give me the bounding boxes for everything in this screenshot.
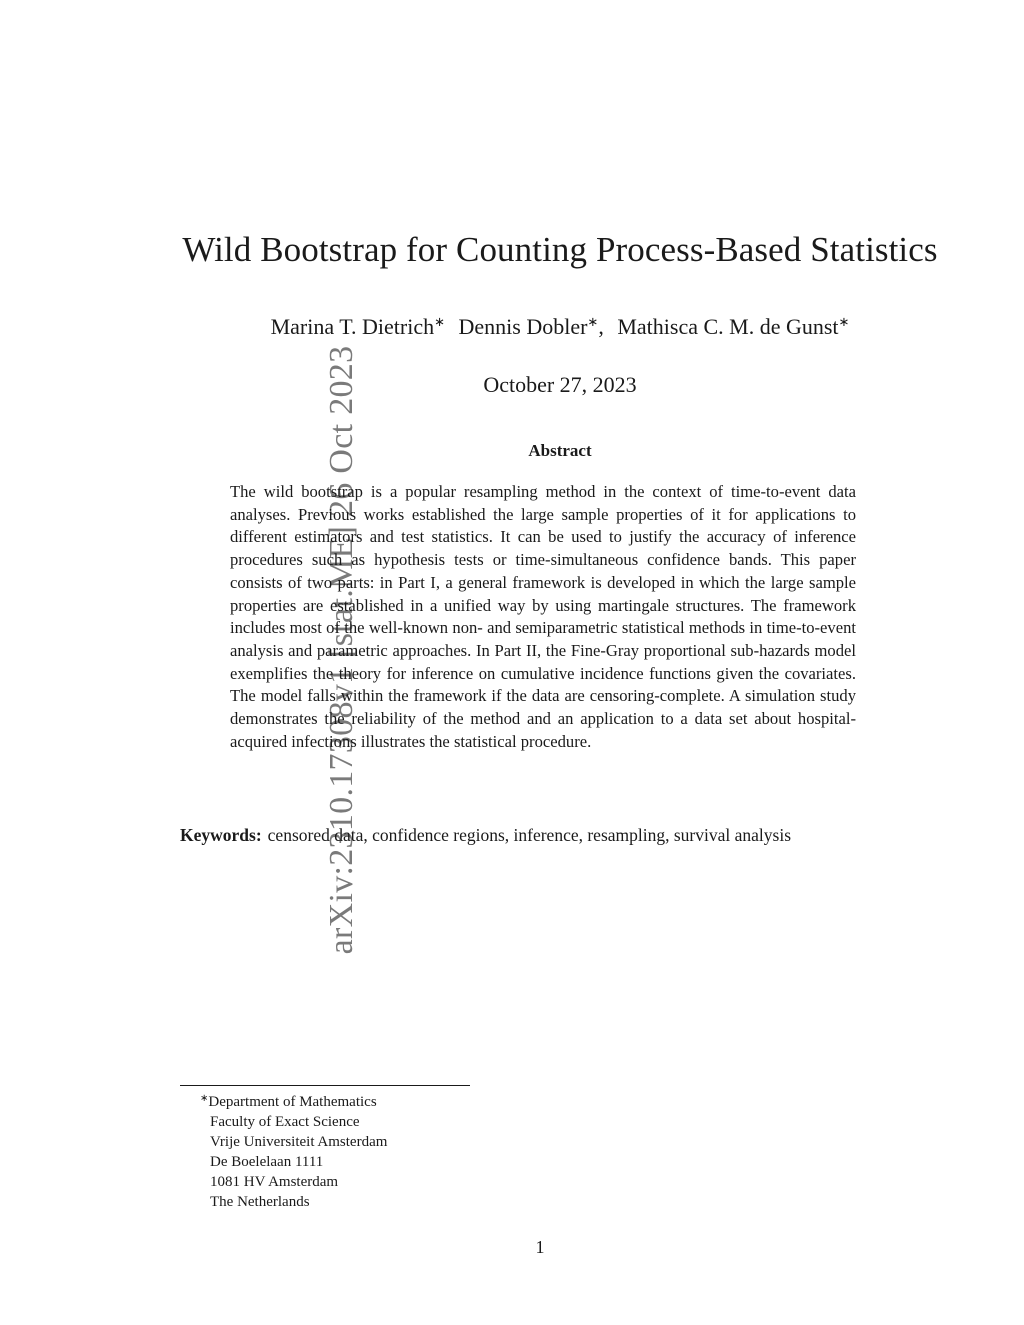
author-3 <box>617 314 849 339</box>
keywords-text: censored data, confidence regions, inference, resampling, survival analysis <box>267 825 791 845</box>
author-2 <box>459 314 604 339</box>
affiliation-mark: ∗ <box>838 314 850 329</box>
footnote-text: Department of Mathematics <box>208 1094 377 1110</box>
footnote-line <box>200 1089 387 1112</box>
footnote-line: Vrije Universiteit Amsterdam <box>210 1134 388 1150</box>
affiliation-mark: ∗ <box>434 314 445 329</box>
footnote-line: 1081 HV Amsterdam <box>210 1174 339 1190</box>
arxiv-identifier-stamp: arXiv:2310.17308v1 [stat.ME] 26 Oct 2023 <box>323 345 360 955</box>
footnote-line: The Netherlands <box>210 1194 310 1210</box>
keywords <box>180 825 940 846</box>
author-name: Dennis Dobler <box>458 314 588 339</box>
affiliation-footnote <box>200 1089 387 1212</box>
footnote-line: De Boelelaan 1111 <box>210 1154 324 1170</box>
footnote-mark: ∗ <box>200 1093 209 1104</box>
publication-date: October 27, 2023 <box>483 372 637 397</box>
footnote-line: Faculty of Exact Science <box>210 1114 360 1130</box>
author-1 <box>271 314 445 339</box>
affiliation-mark: ∗ <box>587 314 599 329</box>
abstract-heading: Abstract <box>528 441 592 460</box>
paper-title: Wild Bootstrap for Counting Process-Based Statistics <box>182 230 938 269</box>
author-name: Mathisca C. M. de Gunst <box>617 314 839 339</box>
keywords-label: Keywords: <box>180 825 262 845</box>
footnote-divider <box>180 1085 470 1086</box>
page-number: 1 <box>535 1237 545 1257</box>
author-name: Marina T. Dietrich <box>270 314 435 339</box>
author-separator: , <box>598 314 604 339</box>
author-list <box>160 314 960 340</box>
abstract-body: The wild bootstrap is a popular resampling method in the context of time-to-event data analyses. Previous works established the large sample properties of it for applications to different estimators and test statistics. It can be used to justify the accuracy of inference procedures such as hypothesis tests or time-simultaneous confidence bands. This paper consists of two parts: in Part I, a general framework is developed in which the large sample properties are established in a unified way by using martingale structures. The framework includes most of the well-known non- and semiparametric statistical methods in time-to-event analysis and parametric approaches. In Part II, the Fine-Gray proportional sub-hazards model exemplifies the theory for inference on cumulative incidence functions given the covariates. The model falls within the framework if the data are censoring-complete. A simulation study demonstrates the reliability of the method and an application to a data set about hospital-acquired infections illustrates the statistical procedure. <box>230 482 856 751</box>
